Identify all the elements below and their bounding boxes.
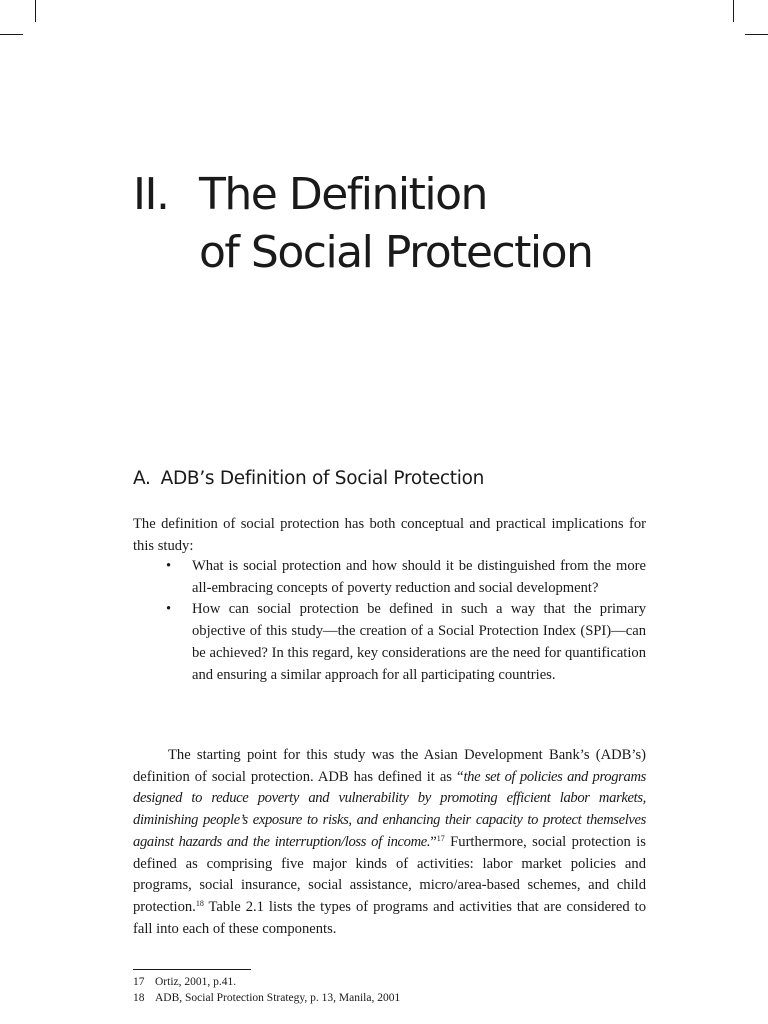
chapter-number: II. xyxy=(133,169,169,220)
crop-mark-top-left-horizontal xyxy=(0,34,23,35)
chapter-title-text-1: The Definition xyxy=(199,169,487,220)
footnote-text: Ortiz, 2001, p.41. xyxy=(155,976,237,988)
footnote xyxy=(133,974,400,990)
chapter-title-line2: of Social Protection xyxy=(199,227,593,278)
crop-mark-top-right-vertical xyxy=(733,0,734,22)
footnote-ref-17[interactable]: 17 xyxy=(436,833,445,843)
footnote xyxy=(133,990,400,1006)
footnote-rule xyxy=(133,969,251,970)
crop-mark-top-left-vertical xyxy=(35,0,36,22)
paragraph-text-1: The starting point for this study was the Asian Development Bank’s (ADB’s) definition of social protection. ADB has defined it as “ xyxy=(133,747,646,785)
chapter-title-line1 xyxy=(133,166,592,224)
bullet-icon: • xyxy=(166,601,172,618)
list-item xyxy=(133,599,646,686)
footnote-number: 17 xyxy=(133,976,145,988)
list-item-text: How can social protection be defined in such a way that the primary objective of this study—the creation of a Social Protection Index (SPI)—can be achieved? In this regard, key considerations are the need for quantification and ensuring a similar approach for all participating countries. xyxy=(192,601,646,683)
footnote-number: 18 xyxy=(133,992,145,1004)
footnote-text: ADB, Social Protection Strategy, p. 13, Manila, 2001 xyxy=(155,992,401,1004)
section-heading xyxy=(133,468,484,489)
paragraph-text-3: Table 2.1 lists the types of programs and activities that are considered to fall into each of these components. xyxy=(133,898,646,937)
section-letter: A. xyxy=(133,468,151,489)
adb-definition-quote: the set of policies and programs designed to reduce poverty and vulnerability by promoting efficient labor markets, diminishing people’s exposure to risks, and enhancing their capacity to protect themselves against hazards and the interruption/loss of income. xyxy=(133,768,646,850)
list-item xyxy=(133,556,646,599)
bullet-icon: • xyxy=(166,558,172,574)
footnotes xyxy=(133,974,400,1006)
footnote-ref-18[interactable]: 18 xyxy=(195,898,204,908)
body-paragraph xyxy=(133,745,646,940)
question-list xyxy=(133,556,646,686)
list-item-text: What is social protection and how should it be distinguished from the more all-embracing concepts of poverty reduction and social development? xyxy=(192,558,646,596)
paragraph-text-2: Furthermore, social protection is defined as comprising five major kinds of activities: labor market policies and programs, social insurance, social assistance, micro/area-based schemes, and child protection. xyxy=(133,833,646,915)
chapter-title xyxy=(133,166,592,282)
crop-mark-top-right-horizontal xyxy=(745,34,768,35)
intro-paragraph: The definition of social protection has both conceptual and practical implications for this study: xyxy=(133,516,646,554)
closing-quote: ” xyxy=(430,833,437,850)
section-title: ADB’s Definition of Social Protection xyxy=(160,468,485,489)
